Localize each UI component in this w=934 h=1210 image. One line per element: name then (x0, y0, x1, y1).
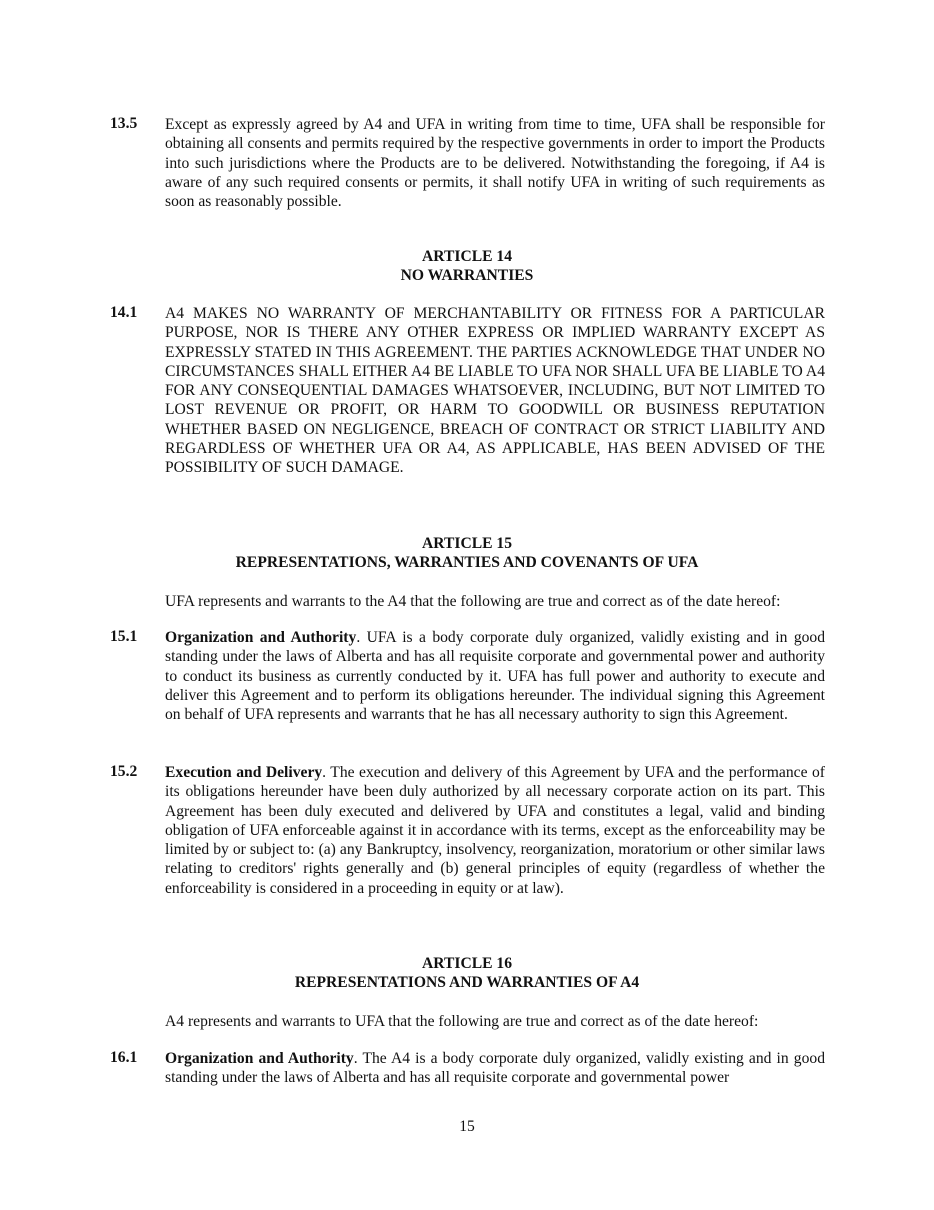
article-title: NO WARRANTIES (400, 267, 534, 285)
section-15-1 (110, 628, 826, 724)
section-text: Except as expressly agreed by A4 and UFA in writing from time to time, UFA shall be responsible for obtaining all consents and permits required by the respective governments in order to import the Products into such jurisdictions where the Products are to be delivered. Notwithstanding the foregoing, if A4 is aware of any such required consents or permits, it shall notify UFA in writing of such requirements as soon as reasonably possible. (165, 116, 825, 211)
section-heading: Organization and Authority (165, 629, 357, 646)
section-number: 15.2 (110, 763, 138, 780)
section-text: A4 MAKES NO WARRANTY OF MERCHANTABILITY OR FITNESS FOR A PARTICULAR PURPOSE, NOR IS THERE ANY OTHER EXPRESS OR IMPLIED WARRANTY EXCEPT AS EXPRESSLY STATED IN THIS AGREEMENT. THE PARTIES ACKNOWLEDGE THAT UNDER NO CIRCUMSTANCES SHALL EITHER A4 BE LIABLE TO UFA NOR SHALL UFA BE LIABLE TO A4 FOR ANY CONSEQUENTIAL DAMAGES WHATSOEVER, INCLUDING, BUT NOT LIMITED TO LOST REVENUE OR PROFIT, OR HARM TO GOODWILL OR BUSINESS REPUTATION WHETHER BASED ON NEGLIGENCE, BREACH OF CONTRACT OR STRICT LIABILITY AND REGARDLESS OF WHETHER UFA OR A4, AS APPLICABLE, HAS BEEN ADVISED OF THE POSSIBILITY OF SUCH DAMAGE. (165, 305, 825, 477)
section-number: 16.1 (110, 1049, 138, 1066)
section-heading: Execution and Delivery (165, 764, 323, 781)
section-text: . UFA is a body corporate duly organized, validly existing and in good standing under the laws of Alberta and has all requisite corporate and governmental power and authority to conduct its business as currently conducted by it. UFA has full power and authority to execute and deliver this Agreement and to perform its obligations hereunder. The individual signing this Agreement on behalf of UFA represents and warrants that he has all necessary authority to sign this Agreement. (165, 629, 826, 724)
article-15-intro: UFA represents and warrants to the A4 that the following are true and correct as of the date hereof: (165, 593, 781, 610)
article-label: ARTICLE 15 (422, 535, 512, 552)
section-number: 14.1 (110, 304, 138, 321)
section-13-5 (110, 115, 826, 211)
section-number: 15.1 (110, 628, 138, 645)
article-15-heading (0, 534, 934, 573)
article-title: REPRESENTATIONS AND WARRANTIES OF A4 (294, 974, 640, 992)
section-15-2 (110, 763, 826, 898)
section-text: . The execution and delivery of this Agreement by UFA and the performance of its obligations hereunder have been duly authorized by all necessary corporate action on its part. This Agreement has been duly executed and delivered by UFA and constitutes a legal, valid and binding obligation of UFA enforceable against it in accordance with its terms, except as the enforceability may be limited by or subject to: (a) any Bankruptcy, insolvency, reorganization, moratorium or other similar laws relating to creditors' rights generally and (b) general principles of equity (regardless of whether the enforceability is considered in a proceeding in equity or at law). (165, 764, 825, 897)
section-text: . The A4 is a body corporate duly organized, validly existing and in good standing under the laws of Alberta and has all requisite corporate and governmental power (165, 1050, 825, 1087)
section-body (165, 1049, 825, 1088)
article-16-heading (0, 954, 934, 993)
section-body (165, 628, 825, 724)
section-number: 13.5 (110, 115, 138, 132)
section-16-1 (110, 1049, 826, 1088)
article-14-heading (0, 247, 934, 286)
article-label: ARTICLE 14 (422, 248, 512, 265)
page-number: 15 (459, 1118, 475, 1135)
section-14-1 (110, 304, 826, 478)
section-heading: Organization and Authority (165, 1050, 354, 1067)
article-16-intro: A4 represents and warrants to UFA that the following are true and correct as of the date hereof: (165, 1013, 759, 1030)
article-label: ARTICLE 16 (422, 955, 512, 972)
article-title: REPRESENTATIONS, WARRANTIES AND COVENANTS OF UFA (235, 554, 699, 572)
section-body (165, 763, 825, 898)
